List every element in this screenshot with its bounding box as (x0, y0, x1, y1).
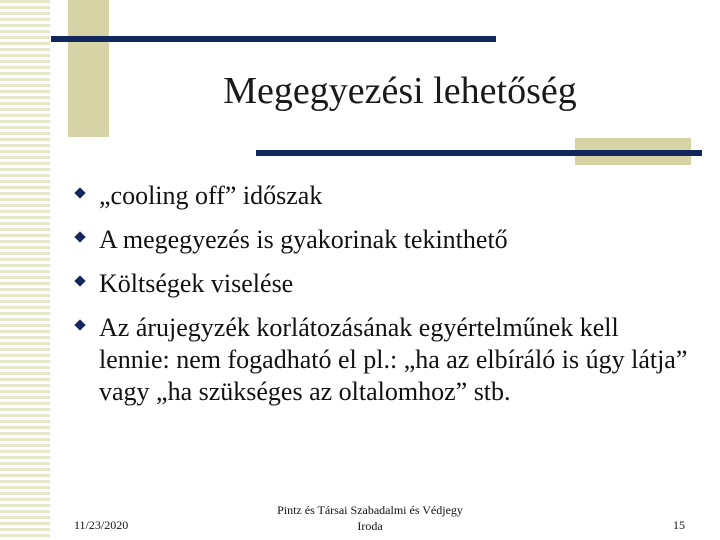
page-number: 15 (673, 518, 685, 532)
bullet-item (74, 224, 694, 256)
bullet-item (74, 268, 694, 300)
decorative-navy-bar-bottom (256, 150, 702, 156)
slide-title: Megegyezési lehetőség (223, 70, 577, 112)
footer-date: 11/23/2020 (74, 518, 129, 532)
footer-organization (240, 502, 500, 534)
diamond-bullet-icon (74, 275, 87, 288)
decorative-navy-bar-top (51, 36, 496, 42)
bullet-text: Költségek viselése (99, 269, 294, 298)
diamond-bullet-icon (74, 231, 87, 244)
diamond-bullet-icon (74, 319, 87, 332)
decorative-tan-block-top (68, 0, 109, 137)
bullet-item (74, 180, 694, 212)
decorative-stripes (0, 0, 50, 540)
footer-organization-line2: Iroda (357, 519, 383, 533)
bullet-text: A megegyezés is gyakorinak tekinthető (99, 225, 508, 254)
bullet-text: „cooling off” időszak (99, 181, 323, 210)
bullet-list (74, 180, 694, 420)
bullet-text: Az árujegyzék korlátozásának egyértelműnek kell lennie: nem fogadható el pl.: „ha az elbíráló is úgy látja” vagy „ha szükséges az oltalomhoz” stb. (99, 313, 688, 406)
diamond-bullet-icon (74, 187, 87, 200)
footer-organization-line1: Pintz és Társai Szabadalmi és Védjegy (277, 503, 463, 517)
bullet-item (74, 312, 694, 408)
